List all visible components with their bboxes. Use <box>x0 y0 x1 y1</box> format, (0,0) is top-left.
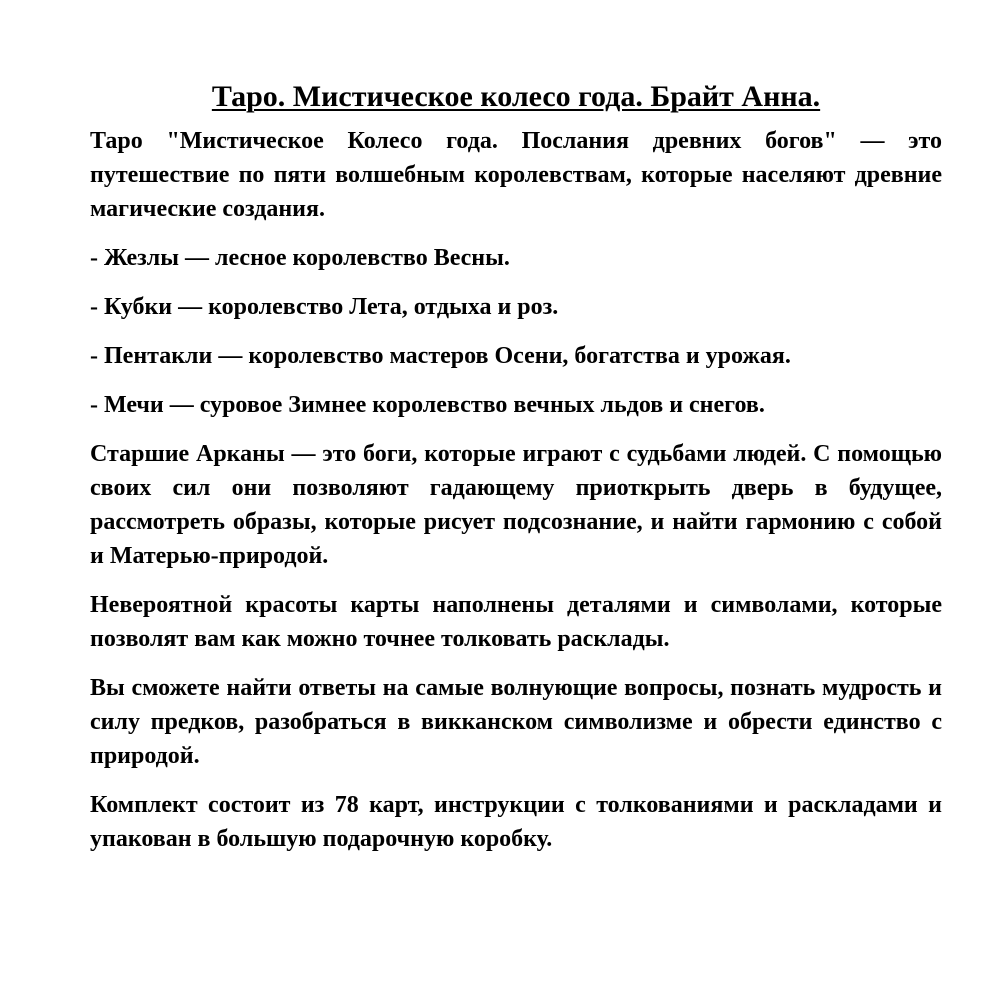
list-item-wands: - Жезлы — лесное королевство Весны. <box>90 245 510 271</box>
cards-beauty-paragraph: Невероятной красоты карты наполнены деталями и символами, которые позволят вам как можно точнее толковать расклады. <box>90 592 942 652</box>
answers-paragraph: Вы сможете найти ответы на самые волнующие вопросы, познать мудрость и силу предков, разобраться в викканском символизме и обрести единство с природой. <box>90 675 942 769</box>
kit-contents-paragraph: Комплект состоит из 78 карт, инструкции с толкованиями и раскладами и упакован в большую подарочную коробку. <box>90 792 942 852</box>
list-item-cups: - Кубки — королевство Лета, отдыха и роз. <box>90 294 559 320</box>
document-page <box>90 78 942 871</box>
major-arcana-paragraph: Старшие Арканы — это боги, которые играют с судьбами людей. С помощью своих сил они позволяют гадающему приоткрыть дверь в будущее, рассмотреть образы, которые рисует подсознание, и найти гармонию с собой и Матерью-природой. <box>90 441 942 569</box>
list-item-swords: - Мечи — суровое Зимнее королевство вечных льдов и снегов. <box>90 392 765 418</box>
document-title-text: Таро. Мистическое колесо года. Брайт Анна. <box>211 80 821 113</box>
list-item-pentacles: - Пентакли — королевство мастеров Осени, богатства и урожая. <box>90 343 791 369</box>
document-title <box>90 78 942 116</box>
intro-paragraph: Таро "Мистическое Колесо года. Послания древних богов" — это путешествие по пяти волшебным королевствам, которые населяют древние магические создания. <box>90 128 942 222</box>
